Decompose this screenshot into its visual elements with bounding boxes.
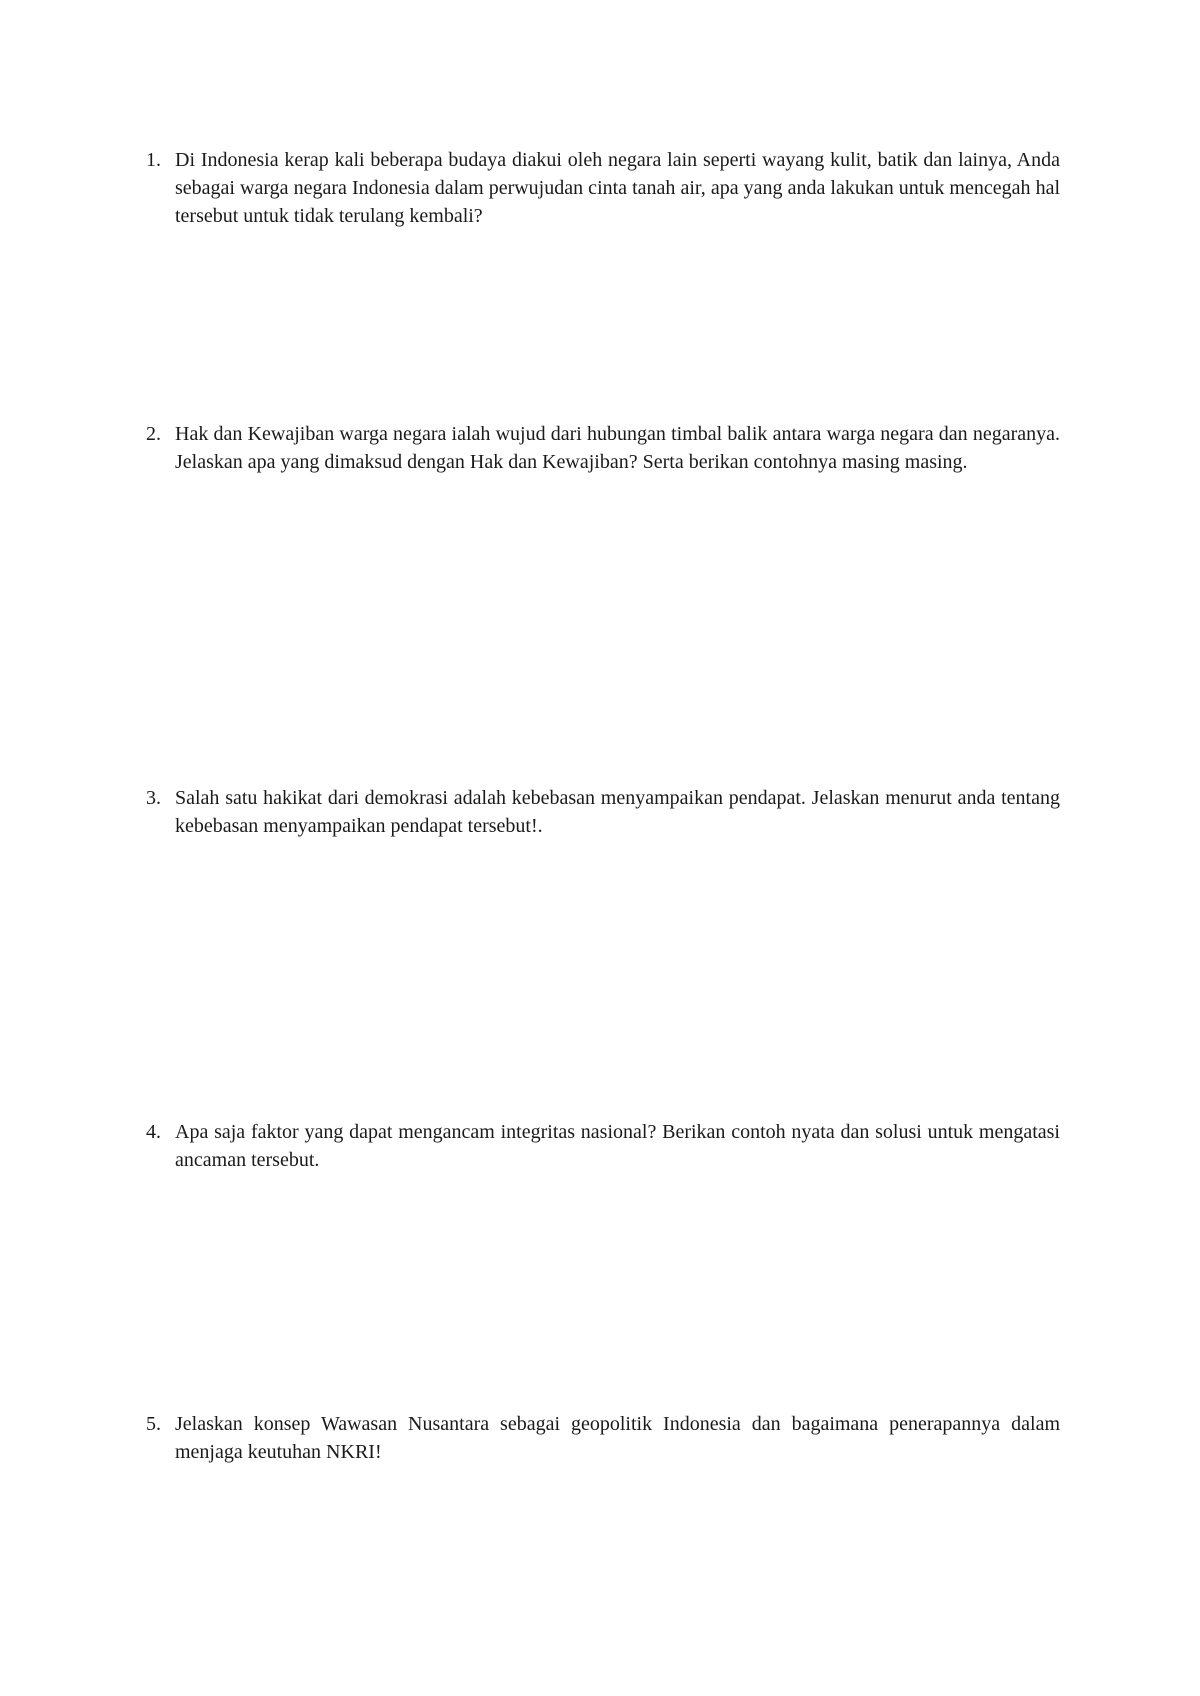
question-item <box>146 1410 1060 1466</box>
question-text: Jelaskan konsep Wawasan Nusantara sebagai geopolitik Indonesia dan bagaimana penerapannya dalam menjaga keutuhan NKRI! <box>175 1413 1060 1463</box>
question-number: 5. <box>146 1413 161 1435</box>
question-number: 1. <box>146 149 161 171</box>
question-text: Hak dan Kewajiban warga negara ialah wujud dari hubungan timbal balik antara warga negara dan negaranya. Jelaskan apa yang dimaksud dengan Hak dan Kewajiban? Serta berikan contohnya masing masing. <box>175 423 1060 473</box>
question-text: Salah satu hakikat dari demokrasi adalah kebebasan menyampaikan pendapat. Jelaskan menurut anda tentang kebebasan menyampaikan pendapat tersebut!. <box>175 787 1060 837</box>
question-text: Di Indonesia kerap kali beberapa budaya diakui oleh negara lain seperti wayang kulit, batik dan lainya, Anda sebagai warga negara Indonesia dalam perwujudan cinta tanah air, apa yang anda lakukan untuk mencegah hal tersebut untuk tidak terulang kembali? <box>175 149 1060 227</box>
question-item <box>146 146 1060 230</box>
question-number: 4. <box>146 1121 161 1143</box>
question-number: 3. <box>146 787 161 809</box>
question-text: Apa saja faktor yang dapat mengancam integritas nasional? Berikan contoh nyata dan solusi untuk mengatasi ancaman tersebut. <box>175 1121 1060 1171</box>
question-number: 2. <box>146 423 161 445</box>
question-item <box>146 1118 1060 1174</box>
question-item <box>146 784 1060 840</box>
question-item <box>146 420 1060 476</box>
